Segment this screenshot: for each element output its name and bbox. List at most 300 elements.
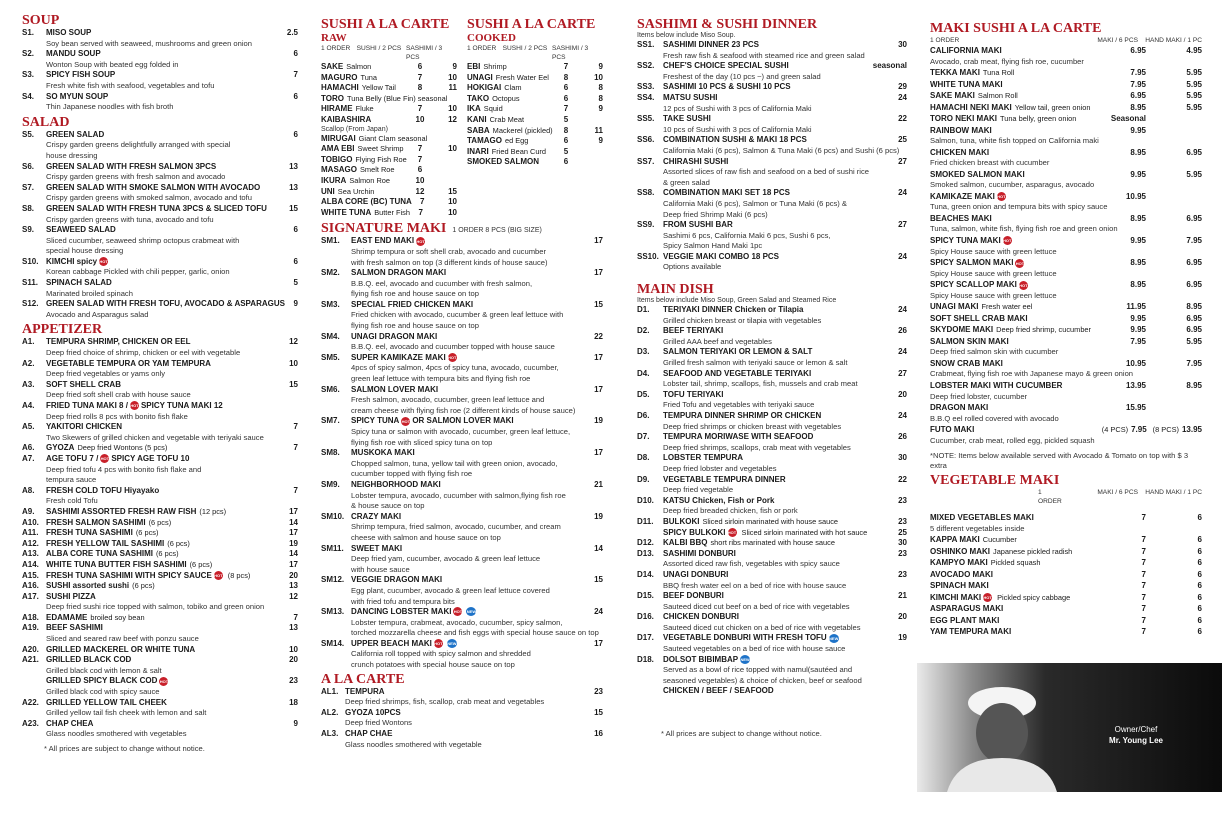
price-a: 6.95: [1130, 46, 1146, 55]
item-title: SPICY BULKOKI: [663, 527, 726, 537]
item-name: [321, 165, 409, 176]
item-title: TAKE SUSHI: [663, 114, 711, 124]
item-name: [467, 136, 555, 147]
price-b: 7.95: [1186, 358, 1202, 368]
menu-item: [22, 655, 298, 666]
item-code: D10.: [637, 495, 654, 505]
item-sub: (12 pcs): [199, 506, 227, 516]
item-code: D1.: [637, 305, 650, 315]
item-desc: Avocado and Asparagus salad: [46, 309, 149, 319]
item-title: SPICY TUNA: [351, 416, 400, 426]
maki-column-header: 1 ORDER MAKI / 6 PCS HAND MAKI / 1 PC: [930, 37, 1202, 44]
item-sub: Yellow Tail: [361, 83, 396, 93]
item-name: [663, 220, 894, 231]
item-title: MUSKOKA MAKI: [351, 448, 415, 458]
item-price: 15: [594, 299, 603, 309]
item-title: KIMCHI MAKI: [930, 592, 982, 602]
item-desc: 12 pcs of Sushi with 3 pcs of California Maki: [663, 103, 812, 113]
menu-item: [22, 337, 298, 348]
item-title: TEMPURA DINNER SHRIMP OR CHICKEN: [663, 411, 822, 420]
item-price: 17: [289, 559, 298, 569]
item-name: [467, 126, 555, 137]
item-name: [46, 130, 290, 141]
item-name: [663, 326, 894, 337]
item-sub: ed Egg: [504, 136, 529, 146]
menu-item: [22, 257, 298, 268]
price-a: 7: [1141, 535, 1146, 545]
item-name: [930, 336, 1108, 348]
item-code: A18.: [22, 612, 39, 622]
item-desc: Fried Tofu and vegetables with teriyaki sauce: [663, 400, 815, 410]
menu-item: [22, 70, 298, 81]
hot-badge-icon: HOT: [983, 595, 992, 601]
price-b: [1146, 125, 1202, 137]
item-title: SPICY FISH SOUP: [46, 70, 116, 80]
item-name: [930, 615, 1108, 627]
item-title: WHITE TUNA: [321, 207, 372, 217]
price-a: 6: [417, 165, 423, 175]
item-price: 18: [289, 697, 298, 707]
menu-item: [930, 603, 1202, 615]
item-name: [663, 135, 894, 146]
hot-badge-icon: HOT: [447, 355, 457, 361]
item-price: 15: [594, 707, 603, 717]
item-sub: Salmon Roll: [977, 91, 1018, 101]
item-title: GREEN SALAD WITH FRESH TOFU, AVOCADO & ASPARAGUS: [46, 299, 285, 309]
salad-heading: SALAD: [22, 114, 70, 130]
menu-item: [22, 623, 298, 634]
item-name: [663, 517, 894, 528]
item-sub: Sliced sirloin marinated with hot sauce: [741, 527, 868, 537]
veg-list: [930, 512, 1202, 638]
item-code: SM8.: [321, 448, 340, 458]
item-code: S4.: [22, 91, 35, 101]
item-name: [321, 197, 412, 208]
item-name: [930, 380, 1108, 392]
item-desc: & house sauce on top: [351, 501, 425, 511]
item-name: [663, 453, 894, 464]
signature-list: [321, 236, 603, 670]
item-title: GRILLED YELLOW TAIL CHEEK: [46, 697, 167, 707]
item-name: [351, 607, 590, 618]
item-sub: Salmon Roe: [349, 175, 391, 185]
item-title: FROM SUSHI BAR: [663, 220, 733, 230]
new-badge-icon: NEW: [466, 609, 477, 615]
item-desc: Soy bean served with seaweed, mushrooms and green onion: [46, 38, 252, 48]
item-desc: California Maki (6 pcs), Salmon or Tuna Maki (6 pcs) &: [663, 198, 847, 208]
item-price: 23: [898, 569, 907, 579]
item-price: 29: [898, 82, 907, 92]
item-title: SO MYUN SOUP: [46, 91, 109, 101]
item-title: MIRUGAI: [321, 133, 356, 143]
menu-item: [321, 708, 603, 719]
price-b: 6: [1197, 558, 1202, 568]
item-title: YAKITORI CHICKEN: [46, 422, 123, 432]
item-title: TEMPURA SHRIMP, CHICKEN OR EEL: [46, 337, 191, 347]
item-name: [351, 385, 590, 396]
soup-heading: SOUP: [22, 13, 60, 28]
menu-item: [930, 147, 1202, 159]
item-desc: Marinated broiled spinach: [46, 288, 133, 298]
menu-item: [637, 496, 907, 507]
item-name: [351, 480, 590, 491]
item-title-2: OR SALMON LOVER MAKI: [412, 416, 514, 426]
price-a: 7: [417, 144, 423, 154]
item-title: FRESH SALMON SASHIMI: [46, 517, 146, 527]
item-title: CALIFORNIA MAKI: [930, 46, 1002, 55]
item-name: [351, 639, 590, 650]
item-name: [930, 67, 1108, 79]
menu-item: [930, 125, 1202, 137]
item-desc: Fresh white fish with seafood, vegetables and tofu: [46, 80, 215, 90]
price-b: 6: [1197, 627, 1202, 637]
item-title: KALBI BBQ: [663, 538, 708, 548]
price-a: 6: [563, 157, 569, 167]
hot-badge-icon: HOT: [99, 259, 108, 265]
item-price: 20: [289, 570, 298, 580]
item-sub: Flying Fish Roe: [355, 154, 407, 164]
item-title: KAMPYO MAKI: [930, 558, 988, 568]
item-name: [467, 147, 555, 158]
item-sub: (6 pcs): [167, 538, 190, 548]
item-title: VEGGIE MAKI COMBO 18 PCS: [663, 251, 780, 261]
item-price: 6: [293, 129, 298, 139]
item-title: SUSHI PIZZA: [46, 591, 96, 601]
item-name: [930, 324, 1108, 336]
menu-item: [22, 539, 298, 550]
item-desc: with fresh salmon on top (3 different kinds of house sauce): [351, 257, 548, 267]
item-title: RAINBOW MAKI: [930, 125, 992, 135]
item-name: [930, 402, 1108, 414]
menu-item: [637, 612, 907, 623]
item-title: SOFT SHELL CRAB MAKI: [930, 313, 1028, 323]
item-desc: Deep fried lobster, cucumber: [930, 391, 1028, 401]
item-desc: Sashimi 6 pcs, California Maki 6 pcs, Sushi 6 pcs,: [663, 230, 831, 240]
item-price: 17: [289, 506, 298, 516]
new-badge-icon: NEW: [740, 657, 750, 663]
item-name: [351, 332, 590, 343]
item-price: 19: [289, 538, 298, 548]
item-name: [46, 70, 290, 81]
price-a: 7: [417, 104, 423, 114]
item-desc: Options available: [663, 262, 722, 272]
maki-note: *NOTE: Items below available served with Avocado & Tomato on top with $ 3 extra: [930, 451, 1189, 471]
item-title: EAST END MAKI: [351, 236, 415, 246]
item-sub: (6 pcs): [135, 528, 159, 538]
item-title: WHITE TUNA MAKI: [930, 79, 1003, 89]
item-title: TOFU TERIYAKI: [663, 389, 724, 399]
item-price: 20: [289, 655, 298, 665]
item-price: 15: [289, 379, 298, 389]
item-name: [321, 155, 409, 166]
item-name: [930, 358, 1108, 370]
item-title: GYOZA: [46, 443, 75, 453]
item-name: [930, 45, 1108, 57]
item-code: D16.: [637, 612, 654, 622]
price-b: 5.95: [1186, 102, 1202, 112]
item-desc: Deep fried soft shell crab with house sauce: [46, 390, 191, 400]
price-b: 8.95: [1186, 302, 1202, 312]
item-title: GYOZA 10PCS: [345, 707, 401, 717]
menu-item: [637, 347, 907, 358]
item-desc: house dressing: [46, 150, 98, 160]
item-title: ASPARAGUS MAKI: [930, 604, 1004, 614]
item-desc: with fried tofu and tempura bits: [351, 596, 455, 606]
item-code: S9.: [22, 225, 35, 235]
menu-item: [22, 571, 298, 582]
item-title: VEGETABLE DONBURI WITH FRESH TOFU: [663, 633, 827, 643]
item-title: HIRAME: [321, 104, 353, 114]
item-title: SASHIMI DONBURI: [663, 548, 736, 558]
item-name: [930, 257, 1108, 269]
item-desc: Sauteed diced cut chicken on a bed of rice with vegetables: [663, 622, 861, 632]
item-name: [351, 236, 590, 247]
price-a: 11.95: [1126, 302, 1146, 312]
item-name: [930, 534, 1108, 546]
raw-subheading: RAW: [321, 32, 347, 44]
price-a: 9.95: [1130, 325, 1146, 335]
item-name: [46, 623, 285, 634]
item-title: BEEF SASHIMI: [46, 623, 103, 633]
price-a: 7.95: [1130, 79, 1146, 89]
item-code: A8.: [22, 485, 35, 495]
item-sub: (6 pcs): [155, 549, 179, 559]
hot-badge-icon: HOT: [434, 641, 443, 647]
price-a: 6: [563, 136, 569, 146]
item-price: 9: [293, 299, 298, 309]
item-name: [351, 268, 590, 279]
item-price: 22: [594, 331, 603, 341]
item-desc: flying fish roe and house sauce on top: [351, 321, 479, 331]
menu-item: [22, 204, 298, 215]
bibimbap-choice: CHICKEN / BEEF / SEAFOOD: [663, 686, 774, 696]
item-code: A14.: [22, 559, 39, 569]
item-title: CRAZY MAKI: [351, 511, 402, 521]
item-title: IKURA: [321, 175, 347, 185]
item-desc: Assorted slices of raw fish and seafood on a bed of sushi rice: [663, 167, 869, 177]
item-name: [467, 157, 555, 168]
item-sub: Mackerel (pickled): [492, 125, 553, 135]
price-a: 10.95: [1125, 191, 1146, 201]
price-b: 10: [448, 104, 457, 114]
menu-item: [930, 380, 1202, 392]
item-title: AMA EBI: [321, 144, 355, 154]
menu-item: [637, 517, 907, 528]
item-name: [351, 448, 590, 459]
item-name: [351, 512, 590, 523]
menu-item: [637, 82, 907, 93]
item-name: [663, 538, 894, 549]
price-a: 8: [563, 125, 569, 135]
item-code: SM13.: [321, 607, 345, 617]
sushi-row: [467, 147, 603, 158]
price-a: 9.95: [1130, 236, 1146, 246]
item-sub: Giant Clam seasonal: [358, 133, 428, 143]
menu-item: [637, 61, 907, 72]
item-code: D2.: [637, 326, 650, 336]
menu-item: [637, 538, 907, 549]
item-name: [663, 82, 894, 93]
price-a: 7: [417, 154, 423, 164]
item-name: [351, 416, 590, 427]
item-title: TEMPURA MORIWASE WITH SEAFOOD: [663, 432, 814, 442]
price-b: [452, 94, 457, 105]
price-b: [577, 157, 603, 168]
price-b: [1146, 113, 1202, 125]
item-name: [46, 183, 285, 194]
sushi-row: [321, 144, 457, 155]
alacarte-list: [321, 687, 603, 751]
item-name: [46, 592, 285, 603]
item-name: [930, 113, 1108, 125]
price-a: 6: [563, 83, 569, 93]
item-sub: Squid: [483, 104, 503, 114]
item-title: TAKO: [467, 93, 490, 103]
item-name: [321, 208, 410, 219]
menu-item: [930, 213, 1202, 225]
item-title: CHICKEN DONBURI: [663, 612, 739, 622]
item-title: UNAGI DONBURI: [663, 569, 729, 579]
price-b: 9: [598, 62, 603, 71]
item-title: FRESH COLD TOFU Hiyayako: [46, 485, 160, 495]
hot-badge-icon: HOT: [1002, 238, 1012, 244]
item-title: LOBSTER TEMPURA: [663, 453, 743, 463]
item-name: [930, 626, 1108, 638]
price-a: 7: [563, 104, 569, 114]
item-code: SS6.: [637, 135, 655, 145]
item-name: [663, 612, 894, 623]
item-price: 6: [293, 91, 298, 101]
item-title: BULKOKI: [663, 516, 700, 526]
item-sub: Deep fried shrimp, cucumber: [996, 325, 1092, 335]
item-desc: Crispy garden greens delightfully arranged with special: [46, 140, 231, 150]
price-a: 7: [1141, 558, 1146, 568]
price-a: 7: [1141, 581, 1146, 591]
price-b: 5.95: [1186, 91, 1202, 101]
salad-list: [22, 130, 298, 321]
price-a: 8.95: [1130, 213, 1146, 223]
item-name: [930, 301, 1108, 313]
price-b: 6.95: [1186, 280, 1202, 290]
item-desc: Crabmeat, flying fish roe with Japanese mayo & green onion: [930, 369, 1134, 379]
chef-portrait: [917, 663, 1222, 792]
item-name: [930, 557, 1108, 569]
item-name: [663, 252, 894, 263]
item-code: S3.: [22, 70, 35, 80]
item-title: INARI: [467, 146, 489, 156]
item-sub: Fluke: [355, 104, 374, 114]
price-b: 5.95: [1186, 169, 1202, 179]
item-desc: California Maki (6 pcs), Salmon & Tuna Maki (6 pcs) and Sushi (6 pcs): [663, 145, 900, 155]
item-title: SEAFOOD AND VEGETABLE TERIYAKI: [663, 368, 812, 378]
item-name: [46, 257, 290, 268]
futo-maki-desc: Cucumber, crab meat, rolled egg, pickled squash: [930, 435, 1095, 445]
price-b: 9: [598, 104, 603, 114]
item-name: [46, 380, 285, 391]
chef-photo: [917, 663, 1222, 792]
item-title: TORO NEKI MAKI: [930, 114, 997, 124]
price-a: 9.95: [1130, 313, 1146, 323]
menu-item: [22, 549, 298, 560]
item-title: FRESH TUNA SASHIMI WITH SPICY SAUCE: [46, 570, 212, 580]
soup-list: [22, 28, 298, 113]
item-name: [46, 225, 290, 236]
item-name: [321, 104, 409, 115]
item-sub: (8 pcs): [227, 570, 251, 580]
price-b: 5.95: [1186, 68, 1202, 78]
item-name: [46, 204, 285, 215]
sushi-row: [321, 62, 457, 73]
menu-item: [930, 191, 1202, 203]
item-sub: Deep fried Wontons (5 pcs): [77, 443, 168, 453]
item-price: 10: [289, 358, 298, 368]
menu-item: [22, 299, 298, 310]
item-name: [351, 575, 590, 586]
price-a: 7: [1141, 513, 1146, 523]
item-name: [46, 528, 285, 539]
item-title: SALMON DRAGON MAKI: [351, 268, 447, 278]
menu-item: [637, 93, 907, 104]
item-name: [930, 191, 1108, 203]
item-title: SOFT SHELL CRAB: [46, 379, 121, 389]
item-name: [46, 560, 285, 571]
item-desc: Thin Japanese noodles with fish broth: [46, 102, 174, 112]
price-a: 6: [563, 93, 569, 103]
item-sub: (6 pcs): [148, 517, 172, 527]
item-desc: 4pcs of spicy salmon, 4pcs of spicy tuna, avocado, cucumber,: [351, 363, 559, 373]
menu-item: [930, 336, 1202, 348]
item-code: A15.: [22, 570, 39, 580]
price-b: 6: [1197, 581, 1202, 591]
item-title: FRESH TUNA SASHIMI: [46, 528, 133, 538]
item-name: [46, 28, 283, 39]
sushi-row: [467, 126, 603, 137]
menu-item: [22, 422, 298, 433]
item-desc: tempura sauce: [46, 475, 97, 485]
item-price: 21: [594, 479, 603, 489]
item-price: 17: [594, 638, 603, 648]
item-title: SALMON TERIYAKI OR LEMON & SALT: [663, 347, 813, 357]
item-desc: Tuna, green onion and tempura bits with spicy sauce: [930, 202, 1108, 212]
item-price: 7: [293, 443, 298, 453]
menu-item: [22, 486, 298, 497]
item-desc: with house sauce: [351, 564, 410, 574]
item-desc: Deep fried shrimps or chicken breast with vegetables: [663, 421, 842, 431]
item-code: A4.: [22, 401, 35, 410]
price-b: 8.95: [1186, 381, 1202, 391]
item-title: BEACHES MAKI: [930, 213, 992, 223]
veg-heading: VEGETABLE MAKI: [930, 473, 1060, 489]
item-price: 23: [289, 676, 298, 686]
price-b: [431, 165, 457, 176]
item-name: [46, 539, 285, 550]
item-price: 13: [289, 182, 298, 192]
menu-item: [22, 278, 298, 289]
item-desc: Sauteed diced cut beef on a bed of rice with vegetables: [663, 601, 850, 611]
item-price: 22: [898, 474, 907, 484]
item-desc: 5 different vegetables inside: [930, 523, 1025, 533]
item-price: 2.5: [286, 28, 298, 37]
menu-item: [637, 135, 907, 146]
item-name: [467, 83, 555, 94]
item-title: SABA: [467, 125, 490, 135]
item-desc: BBQ fresh water eel on a bed of rice with house sauce: [663, 580, 847, 590]
hot-badge-icon: HOT: [100, 456, 110, 462]
item-code: D15.: [637, 591, 654, 601]
menu-item: [637, 432, 907, 443]
item-name: [467, 62, 555, 73]
menu-item: [930, 235, 1202, 247]
